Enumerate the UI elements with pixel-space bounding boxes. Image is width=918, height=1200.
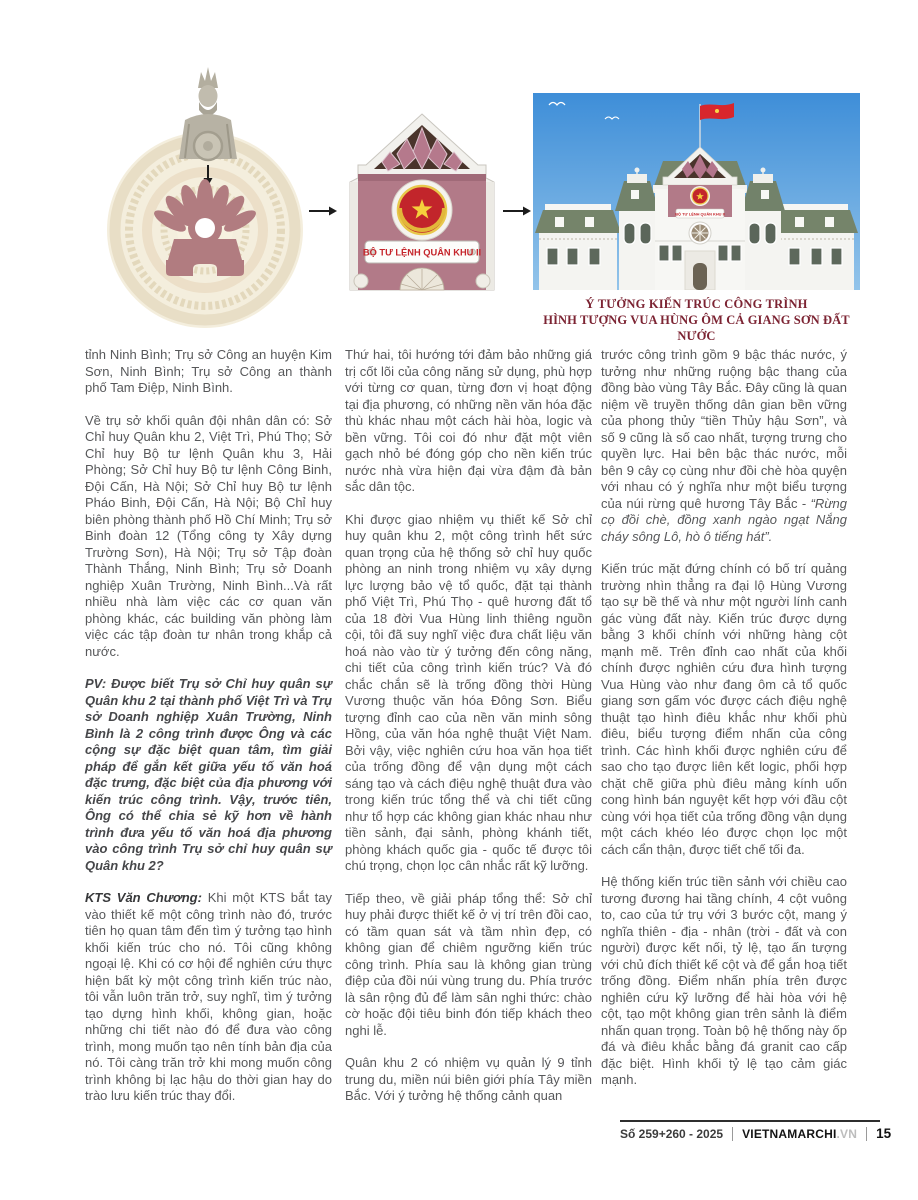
military-emblem-icon — [392, 180, 452, 240]
paragraph-text: trước công trình gồm 9 bậc thác nước, ý tưởng như những ruộng bậc thang của đồng bào vùng Tây Bắc. Đây cũng là quan niệm về truyền thống dân gian bền vững của phong thủy “tiền Thủy hậu Sơn”, và số 9 cũng là số cao nhất, tượng trưng cho quyền lực. Hai bên bậc thác nước, mỗi bên 9 cây cọ cùng như đồi chè hòa quyện với nhau có ý nghĩa như một biểu tượng của núi rừng quê hương Tây Bắc - — [601, 347, 847, 511]
footer-divider — [866, 1127, 867, 1141]
concept-sketch-image — [90, 58, 330, 336]
paragraph: Thứ hai, tôi hướng tới đảm bảo những giá trị cốt lõi của công năng sử dụng, phù hợp với từng cơ quan, từng đơn vị hoạt động tại địa phương, có những nền văn hóa đặc thù khác nhau một cách hài hòa, logic và bền vững. Tôi coi đó như đặt một viên gạch nhỏ bé đóng góp cho nền kiến trúc nước nhà vừa hiện đại vừa đậm đà bản sắc dân tộc. — [345, 347, 592, 494]
paragraph: Khi được giao nhiệm vụ thiết kế Sở chỉ huy quân khu 2, một công trình hết sức quan trọng của hệ thống sở chỉ huy quốc phòng an ninh trong nhiệm vụ xây dựng lực lượng bảo vệ tổ quốc, đặt tại thành phố Việt Trì, Phú Thọ - quê hương đất tổ của 18 đời Vua Hùng linh thiêng nguồn cội, tôi đã suy nghĩ việc đưa chất liệu văn hoá nào vào từ ý tưởng đến công năng, chi tiết của công trình kiến trúc? Và đó chắc chắn sẽ là trống đồng thời Hùng Vương thuộc văn hóa Đông Sơn. Biểu tượng đỉnh cao của nền văn minh sông Hồng, của văn hóa nghệ thuật Việt Nam. Bởi vậy, việc nghiên cứu hoa văn họa tiết của trống đồng để vận dụng một cách sáng tạo và cách điệu nghệ thuật đưa vào trong kiến trúc tổng thể và chi tiết cũng như tổ hợp các không gian khác nhau như tiền sảnh, đại sảnh, phòng khánh tiết, phòng khách quốc gia - quốc tế được tôi chú trọng, chọn lọc cân nhắc rất kỹ lưỡng. — [345, 511, 592, 873]
interview-question: PV: Được biết Trụ sở Chỉ huy quân sự Quân khu 2 tại thành phố Việt Trì và Trụ sở Doanh nghiệp Xuân Trường, Ninh Bình là 2 công trình được Ông và các cộng sự đặc biệt quan tâm, tìm giải pháp để gắn kết giữa yếu tố văn hoá đặc trưng, đặc biệt của địa phương với kiến trúc công trình. Vậy, trước tiên, Ông có thể chia sẻ kỹ hơn về hành trình đưa yếu tố văn hoá địa phương vào công trình Trụ sở chỉ huy quân sự Quân khu 2? — [85, 676, 332, 873]
vua-hung-statue — [179, 67, 237, 160]
article-column-2 — [345, 347, 592, 1121]
paragraph: Tiếp theo, về giải pháp tổng thể: Sở chỉ huy phải được thiết kế ở vị trí trên đồi cao, có tầm quan sát và tầm nhìn đẹp, có không gian để chiêm ngưỡng kiến trúc công trình. Phía sau là không gian trùng điệp của đồi núi vùng trung du. Phía trước là sân rộng đủ để làm sân nghi thức: chào cờ hoặc đội tiêu binh đón tiếp khách theo nghi lễ. — [345, 890, 592, 1038]
speaker-name: KTS Văn Chương: — [85, 890, 202, 905]
paragraph: Kiến trúc mặt đứng chính có bố trí quảng trường nhìn thẳng ra đại lộ Hùng Vương tạo sự bề thế và như một người lính canh gác vùng đất này. Kiến trúc được dựng bằng 3 khối chính với những hàng cột mạnh mẽ. Trên đỉnh cao nhất của khối chính được nghiên cứu đưa hình tượng Vua Hùng vào như đang ôm cả tổ quốc giang sơn gấm vóc được cách điệu nghệ thuật tạo hình điêu khắc như khối phù điêu, biểu tượng điểm nhấn của công trình. Các hình khối được nghiên cứu để sao cho tạo được liên kết logic, phối hợp chặt chẽ giữa phù điêu mảng kính uốn cong hình bán nguyệt kết hợp với đầu cột cùng với họa tiết của trống đồng vận dụng một cách khéo léo được chọn lọc một cách cẩn thận, được tiết chế tối đa. — [601, 561, 847, 857]
magazine-brand — [742, 1127, 857, 1141]
brand-domain-suffix: .VN — [836, 1126, 858, 1141]
plaque-text: BỘ TƯ LỆNH QUÂN KHU II — [362, 247, 482, 258]
pediment-drawing-image — [337, 112, 507, 302]
figure-caption-line2: HÌNH TƯỢNG VUA HÙNG ÔM CẢ GIANG SƠN ĐẤT NƯỚC — [543, 313, 850, 343]
issue-number: Số 259+260 - 2025 — [620, 1126, 724, 1141]
answer-text: Khi một KTS bắt tay vào thiết kế một công trình nào đó, trước tiên họ quan tâm đến tìm ý tưởng tạo hình khối kiến trúc cho nó. Tôi cũng không ngoại lệ. Khi có cơ hội để nghiên cứu thực hiện bất kỳ một công trình kiến trúc nào, tôi vẫn luôn trăn trở, suy nghĩ, tìm ý tưởng tạo dựng hình khối, không gian, hoặc những chi tiết nào đó để đưa vào công trình, mong muốn tạo nên tính bản địa của nó. Tôi càng trăn trở khi mong muốn công trình không bị lạc hậu do thời gian hay do trào lưu kiến trúc thay đổi. — [85, 890, 332, 1103]
paragraph: Quân khu 2 có nhiệm vụ quản lý 9 tỉnh trung du, miền núi biên giới phía Tây miền Bắc. Với ý tưởng hệ thống cảnh quan — [345, 1055, 592, 1103]
page-number: 15 — [876, 1126, 892, 1141]
folk-song-quote: “Rừng cọ đồi chè, đồng xanh ngào ngạt Nắng cháy sông Lô, hò ô tiếng hát”. — [601, 495, 847, 544]
article-column-3 — [601, 347, 847, 1105]
plaque-text-small: BỘ TƯ LỆNH QUÂN KHU II — [675, 211, 725, 217]
footer-divider — [732, 1127, 733, 1141]
paragraph: tỉnh Ninh Bình; Trụ sở Công an huyện Kim Sơn, Ninh Bình; Trụ sở Công an thành phố Tam Điệp, Ninh Bình. — [85, 347, 332, 395]
paragraph — [601, 347, 847, 545]
arrow-right-icon — [308, 204, 338, 218]
figure-caption — [533, 296, 860, 344]
arrow-right-icon — [502, 204, 532, 218]
brand-name: VIETNAMARCHI — [742, 1126, 837, 1141]
article-column-1 — [85, 347, 332, 1121]
paragraph: Hệ thống kiến trúc tiền sảnh với chiều cao tương đương hai tầng chính, 4 cột vuông to, cao của tứ trụ với 3 bước cột, mang ý nghĩa thiên - địa - nhân (trời - đất và con người) được kết nối, tỷ lệ, tạo ấn tượng với chủ đích thiết kế cột và để gắn hoạ tiết trống đồng. Điểm nhấn phía trên được nghiên cứu kỹ lưỡng để hài hòa với hệ cột, tạo một không gian trên sảnh là điểm nhấn quan trọng. Toàn bộ hệ thống này ốp đá và điêu khắc bằng đá granit cao cấp đặc biệt. Hình khối tỷ lệ tạo cảm giác mạnh. — [601, 874, 847, 1087]
paragraph: Về trụ sở khối quân đội nhân dân có: Sở Chỉ huy Quân khu 2, Việt Trì, Phú Thọ; Sở Chỉ huy Bộ tư lệnh Quân khu 3, Hải Phòng; Sở Chỉ huy Bộ tư lệnh Công Binh, Đội Cấn, Hà Nội; Sở Chỉ huy Bộ tư lệnh Pháo Binh, Đội Cấn, Hà Nội; Bộ Chỉ huy biên phòng thành phố Hồ Chí Minh; Trụ sở Binh đoàn 12 (Tổng công ty Xây dựng Trường Sơn), Hà Nội; Trụ sở Tập đoàn Thành Thắng, Ninh Bình; Trụ sở Doanh nghiệp Xuân Trường, Ninh Bình...Và rất nhiều nhà làm việc các cơ quan văn phòng khác, các building văn phòng làm việc các tập đoàn tư nhân trong khắp cả nước. — [85, 412, 332, 659]
name-plaque — [363, 241, 481, 263]
page-footer — [620, 1120, 892, 1141]
interview-answer — [85, 890, 332, 1105]
figure-caption-line1: Ý TƯỞNG KIẾN TRÚC CÔNG TRÌNH — [585, 297, 808, 311]
building-photo-image — [533, 93, 860, 290]
